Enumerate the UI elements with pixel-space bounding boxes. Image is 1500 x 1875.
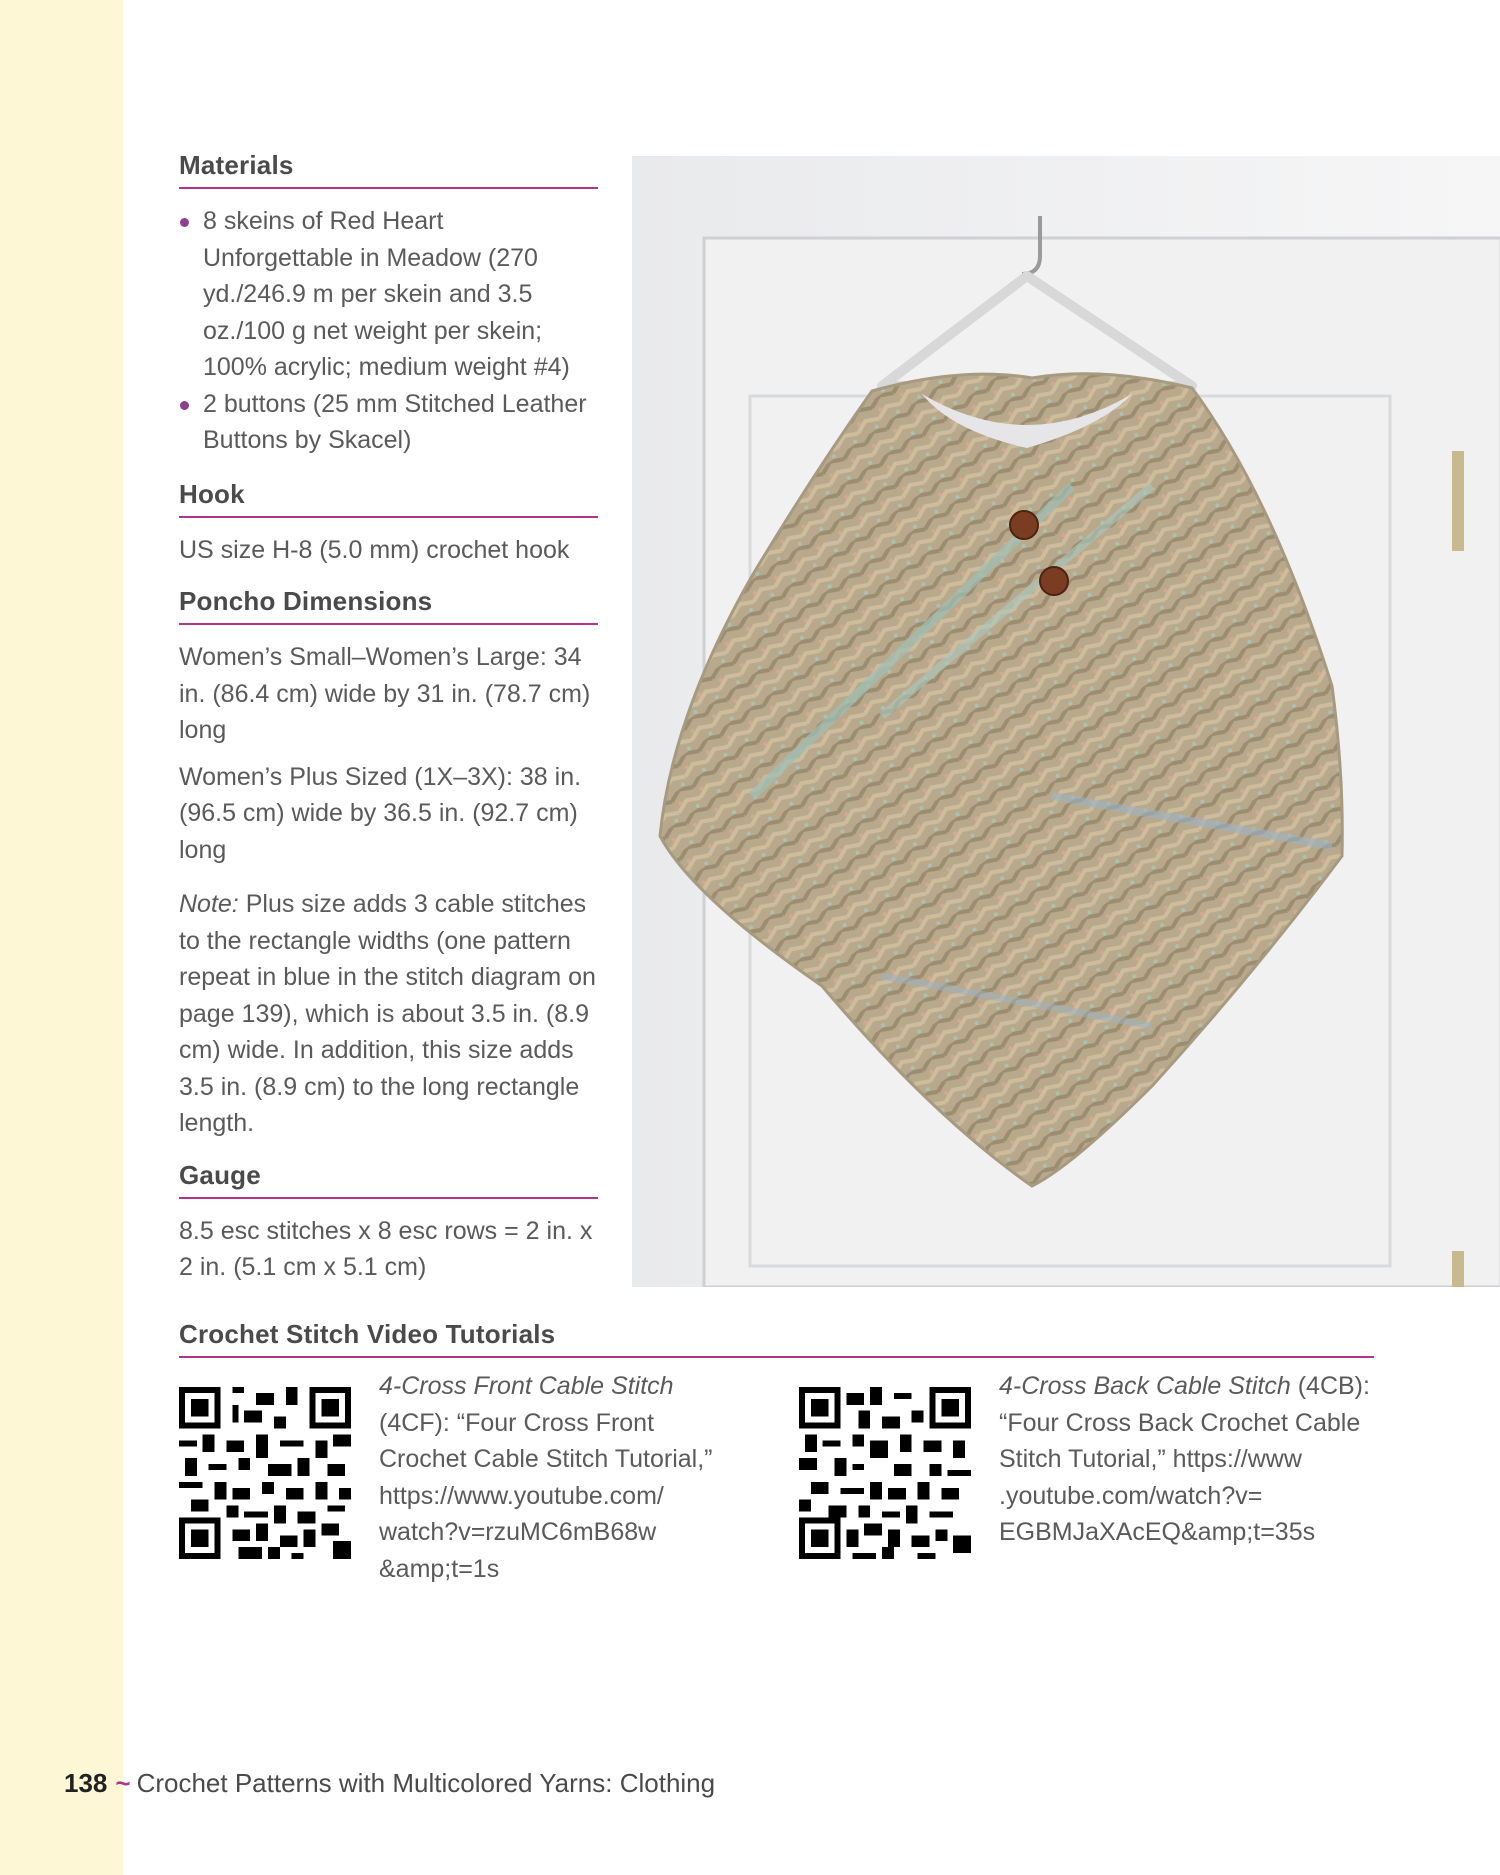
footer-separator: ~ — [115, 1768, 131, 1798]
qr-code-icon[interactable] — [179, 1387, 351, 1559]
tutorial-title: 4-Cross Front Cable Stitch — [379, 1372, 674, 1400]
gauge-text: 8.5 esc stitches x 8 esc rows = 2 in. x 2 in. (5.1 cm x 5.1 cm) — [179, 1216, 593, 1281]
list-item: 8 skeins of Red Heart Unforgettable in Meadow (270 yd./246.9 m per skein and 3.5 oz./100 g net weight per skein; 100% acrylic; medium weight #4) — [179, 203, 598, 386]
page-number: 138 — [64, 1768, 108, 1798]
bullet-icon — [180, 401, 189, 410]
note-text: Plus size adds 3 cable stitches to the rectangle widths (one pattern repeat in blue in the stitch diagram on page 139), which is about 3.5 in. (8.9 cm) wide. In addition, this size adds 3.5 in. (8.9 cm) to the long rectangle length. — [179, 890, 596, 1137]
bullet-icon — [180, 218, 189, 227]
list-item: 2 buttons (25 mm Stitched Leather Buttons by Skacel) — [179, 386, 598, 459]
tutorial-title: 4-Cross Back Cable Stitch — [999, 1372, 1291, 1400]
page-margin-strip — [0, 0, 123, 1875]
book-title: Crochet Patterns with Multicolored Yarns: Clothing — [136, 1768, 716, 1798]
tutorial-details: (4CF): “Four Cross Front Crochet Cable Stitch Tutorial,” https://www.youtube.com/ watch?v=rzuMC6mB68w &amp;t=1s — [379, 1408, 713, 1583]
page-footer — [64, 1768, 715, 1799]
tutorial-details: (4CB): “Four Cross Back Crochet Cable Stitch Tutorial,” https://www .youtube.com/watch?v= EGBMJaXAcEQ&amp;t=35s — [999, 1372, 1370, 1546]
gauge-heading: Gauge — [179, 1160, 598, 1199]
poncho-photo — [632, 156, 1500, 1287]
dimensions-small-large: Women’s Small–Women’s Large: 34 in. (86.4 cm) wide by 31 in. (78.7 cm) long — [179, 643, 591, 744]
dimensions-heading: Poncho Dimensions — [179, 586, 598, 625]
tutorial-4cb-text — [999, 1368, 1374, 1551]
tutorials-heading: Crochet Stitch Video Tutorials — [179, 1319, 1374, 1358]
specs-column — [179, 150, 598, 1296]
materials-list — [179, 203, 598, 459]
tutorials-section — [179, 1319, 1374, 1583]
materials-heading: Materials — [179, 150, 598, 189]
qr-code-icon[interactable] — [799, 1387, 971, 1559]
hook-text: US size H-8 (5.0 mm) crochet hook — [179, 535, 570, 564]
hook-heading: Hook — [179, 479, 598, 518]
dimensions-plus: Women’s Plus Sized (1X–3X): 38 in. (96.5 cm) wide by 36.5 in. (92.7 cm) long — [179, 762, 582, 864]
note-label: Note: — [179, 890, 239, 918]
tutorial-4cf-text — [379, 1368, 724, 1587]
plus-size-note — [179, 886, 598, 1142]
